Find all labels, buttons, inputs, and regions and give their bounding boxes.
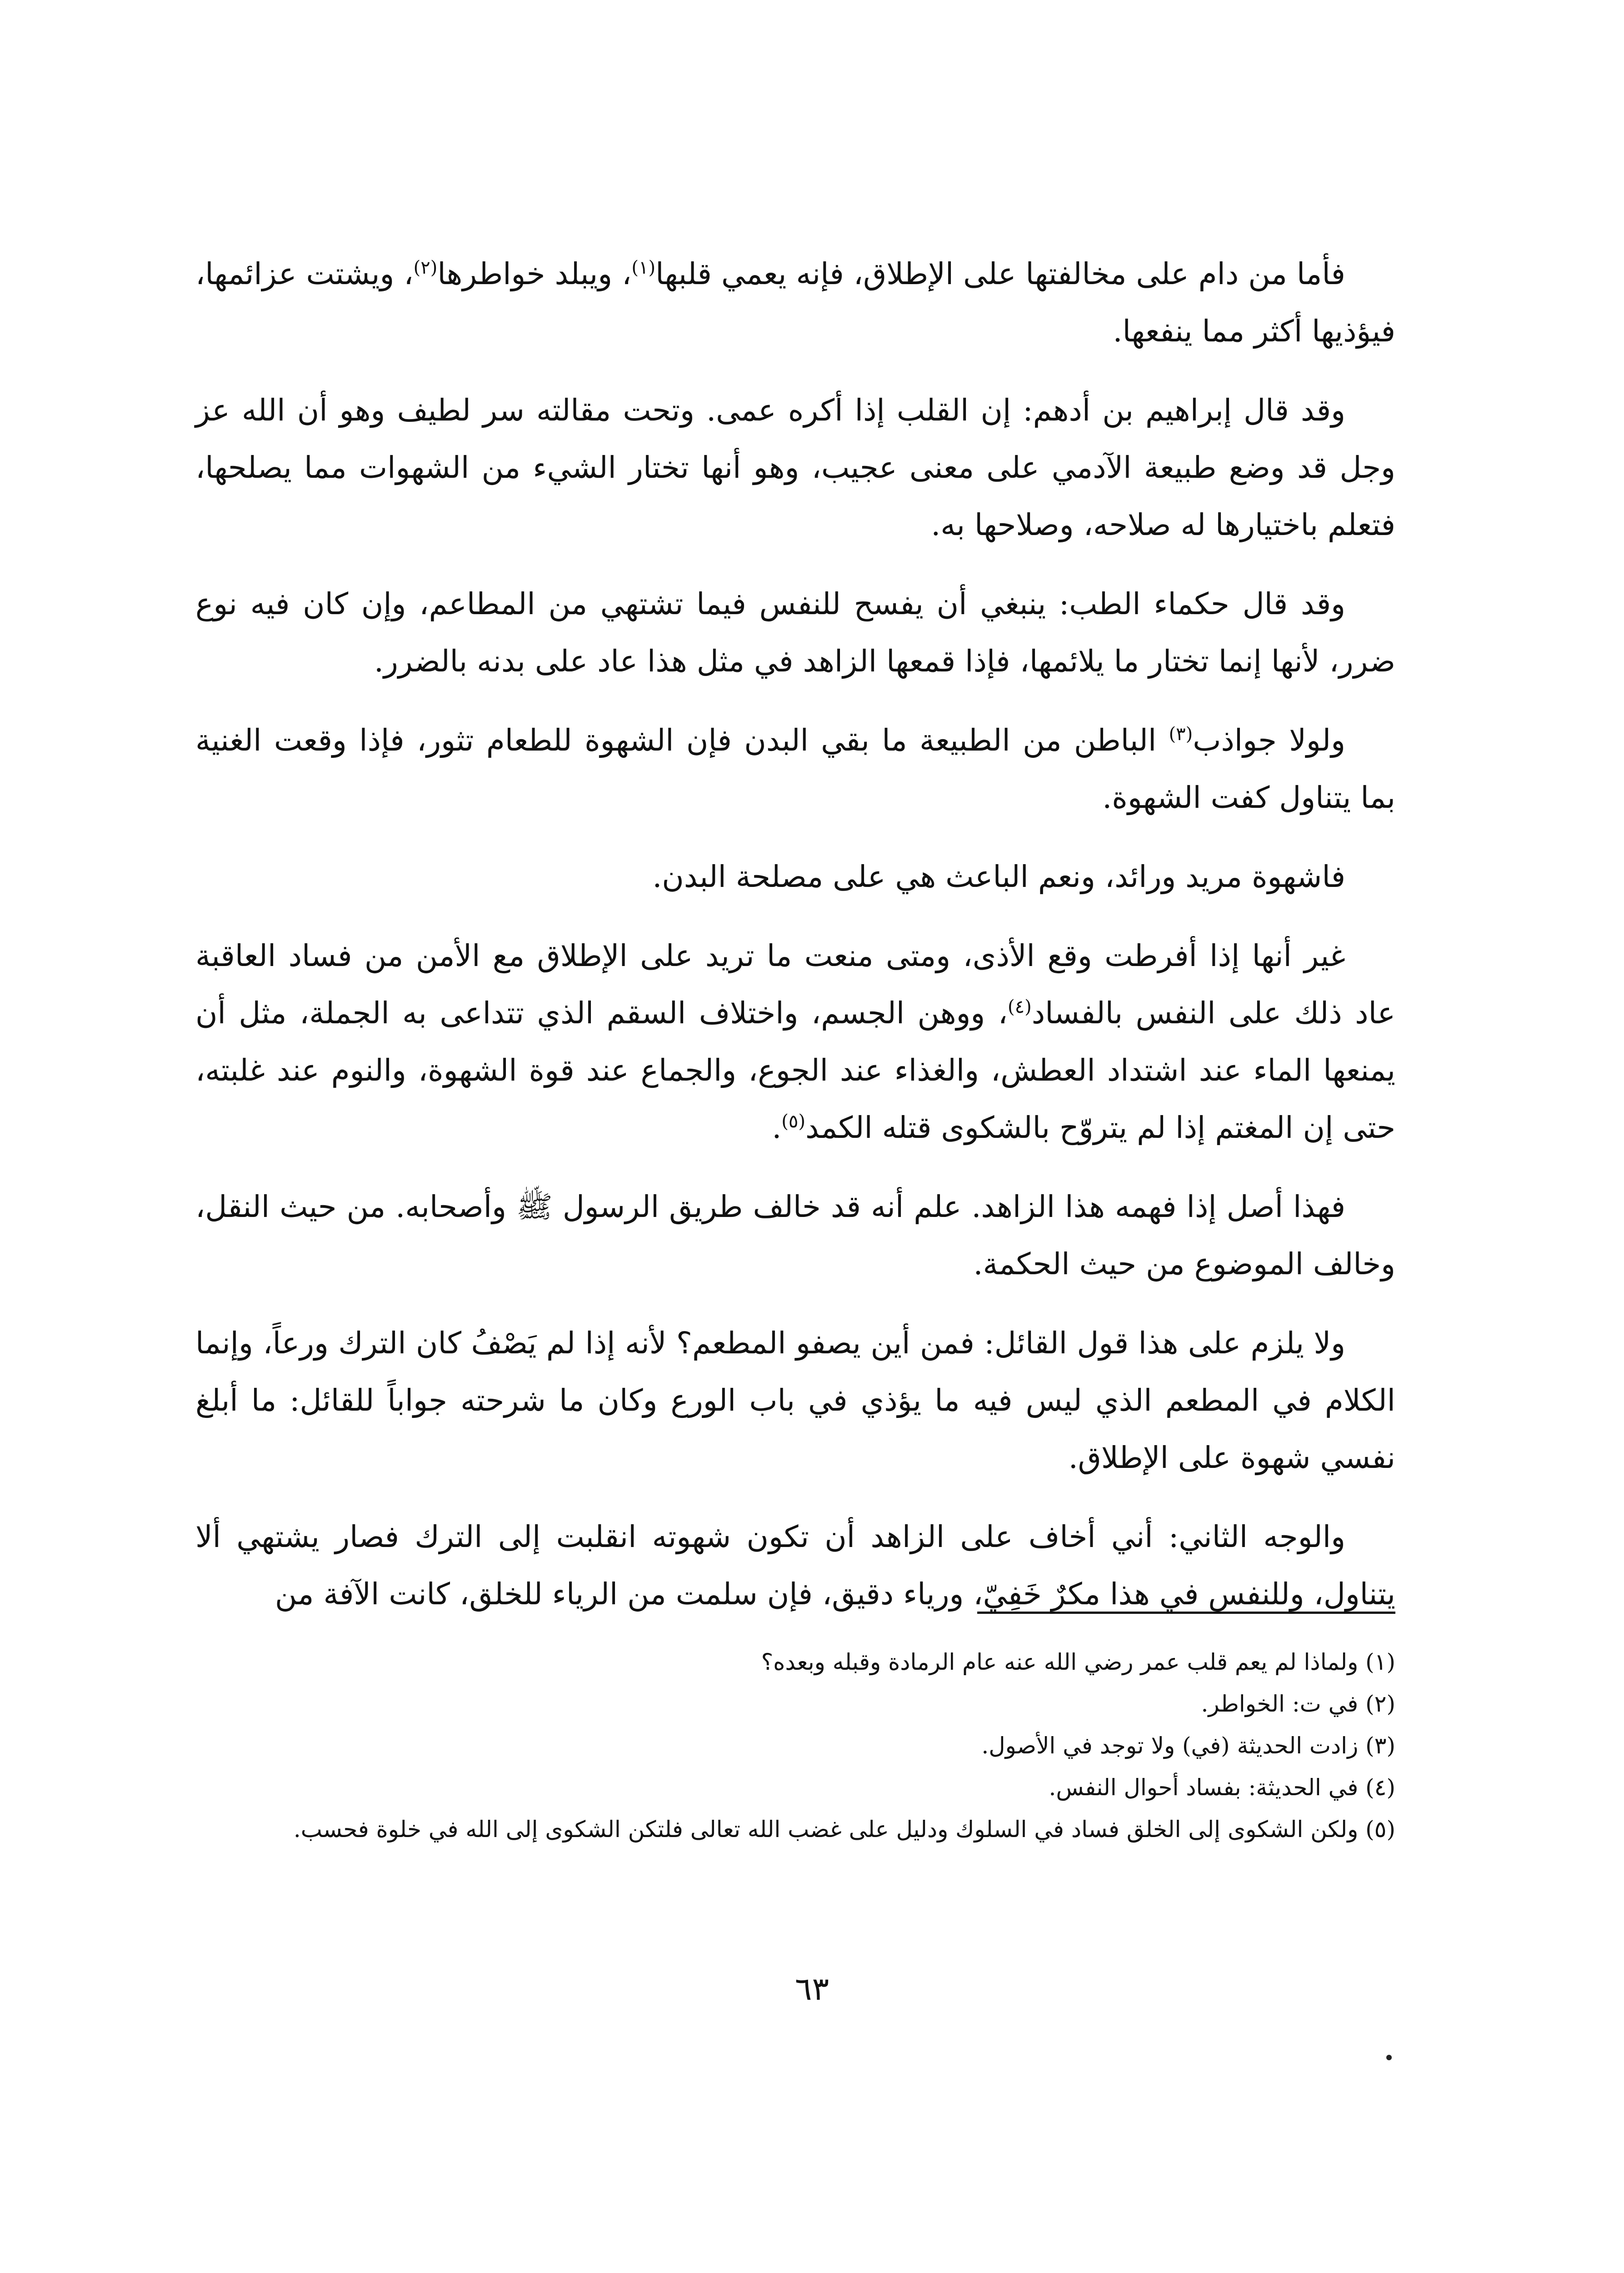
- text-segment: وقد قال إبراهيم بن أدهم: إن القلب إذا أكره عمى. وتحت مقالته سر لطيف وهو أن الله عز وجل قد وضع طبيعة الآدمي على معنى عجيب، وهو أنها تختار الشيء من الشهوات مما يصلحها، فتعلم باختيارها له صلاحه، وصلاحها به.: [195, 393, 1395, 542]
- footnote: (٤) في الحديثة: بفساد أحوال النفس.: [1049, 1774, 1395, 1801]
- text-segment: فأما من دام على مخالفتها على الإطلاق، فإنه يعمي قلبها: [655, 256, 1345, 291]
- footnote-marker: (٥): [781, 1111, 805, 1132]
- page-number: ٦٣: [795, 1970, 829, 2008]
- footnote: (٥) ولكن الشكوى إلى الخلق فساد في السلوك ودليل على غضب الله تعالى فلتكن الشكوى إلى الله في خلوة فحسب.: [293, 1816, 1395, 1842]
- paragraph: [195, 1508, 1395, 1623]
- text-segment: الباطن من الطبيعة ما بقي البدن فإن الشهوة للطعام تثور، فإذا وقعت الغنية بما يتناول كفت الشهوة.: [195, 723, 1395, 815]
- paragraph: [195, 848, 1395, 906]
- text-segment: ، ووهن الجسم، واختلاف السقم الذي تتداعى به الجملة، مثل أن يمنعها الماء عند اشتداد العطش، والغذاء عند الجوع، والجماع عند قوة الشهوة، والنوم عند غلبته، حتى إن المغتم إذا لم يتروّح بالشكوى قتله الكمد: [195, 996, 1395, 1145]
- footnote: (١) ولماذا لم يعم قلب عمر رضي الله عنه عام الرمادة وقبله وبعده؟: [761, 1649, 1395, 1675]
- text-segment: فاشهوة مريد ورائد، ونعم الباعث هي على مصلحة البدن.: [652, 859, 1345, 894]
- text-segment: ولا يلزم على هذا قول القائل: فمن أين يصفو المطعم؟ لأنه إذا لم يَصْفُ كان الترك ورعاً، وإنما الكلام في المطعم الذي ليس فيه ما يؤذي في باب الورع وكان ما شرحته جواباً للقائل: ما أبلغ نفسي شهوة على الإطلاق.: [195, 1326, 1395, 1475]
- paragraph: [195, 576, 1395, 690]
- paragraph: [195, 382, 1395, 554]
- paragraph: [195, 927, 1395, 1157]
- paragraph: [195, 712, 1395, 826]
- footnote-marker: (٢): [413, 257, 438, 278]
- text-segment: غير أنها إذا أفرطت وقع الأذى، ومتى منعت ما تريد على الإطلاق مع الأمن من فساد العاقبة عاد ذلك على النفس بالفساد: [195, 938, 1395, 1031]
- footnote-marker: (٤): [1008, 996, 1032, 1017]
- paragraph: [195, 1315, 1395, 1487]
- paragraph: [195, 245, 1395, 360]
- text-segment: .: [772, 1110, 782, 1145]
- text-segment: ولولا جواذب: [1193, 723, 1346, 758]
- footnotes-block: [195, 1641, 1395, 1850]
- text-segment: ، ويبلد خواطرها: [437, 256, 632, 291]
- text-segment: وقد قال حكماء الطب: ينبغي أن يفسح للنفس فيما تشتهي من المطاعم، وإن كان فيه نوع ضرر، لأنها إنما تختار ما يلائمها، فإذا قمعها الزاهد في مثل هذا عاد على بدنه بالضرر.: [195, 586, 1395, 679]
- footnote-marker: (١): [631, 257, 656, 278]
- text-segment: والوجه الثاني: أني أخاف على الزاهد أن تكون شهوته انقلبت إلى الترك فصار يشتهي ألا يتناول، وللنفس في هذا مكرٌ خَفِيّ، ورياء دقيق، فإن سلمت من الرياء للخلق، كانت الآفة من: [195, 1519, 1395, 1612]
- footnote-separator-rule: [977, 1612, 1395, 1614]
- paragraph: [195, 1178, 1395, 1293]
- footnote-marker: (٣): [1169, 724, 1193, 745]
- footnote: (٢) في ت: الخواطر.: [1201, 1691, 1395, 1717]
- scan-speck-mark: [1386, 2055, 1392, 2060]
- text-segment: ، ويشتت عزائمها، فيؤذيها أكثر مما ينفعها.: [195, 256, 1395, 349]
- footnote: (٣) زادت الحديثة (في) ولا توجد في الأصول.: [981, 1732, 1395, 1759]
- main-text-block: [195, 245, 1395, 1623]
- text-segment: فهذا أصل إذا فهمه هذا الزاهد. علم أنه قد خالف طريق الرسول ﷺ وأصحابه. من حيث النقل، وخالف الموضوع من حيث الحكمة.: [195, 1189, 1395, 1282]
